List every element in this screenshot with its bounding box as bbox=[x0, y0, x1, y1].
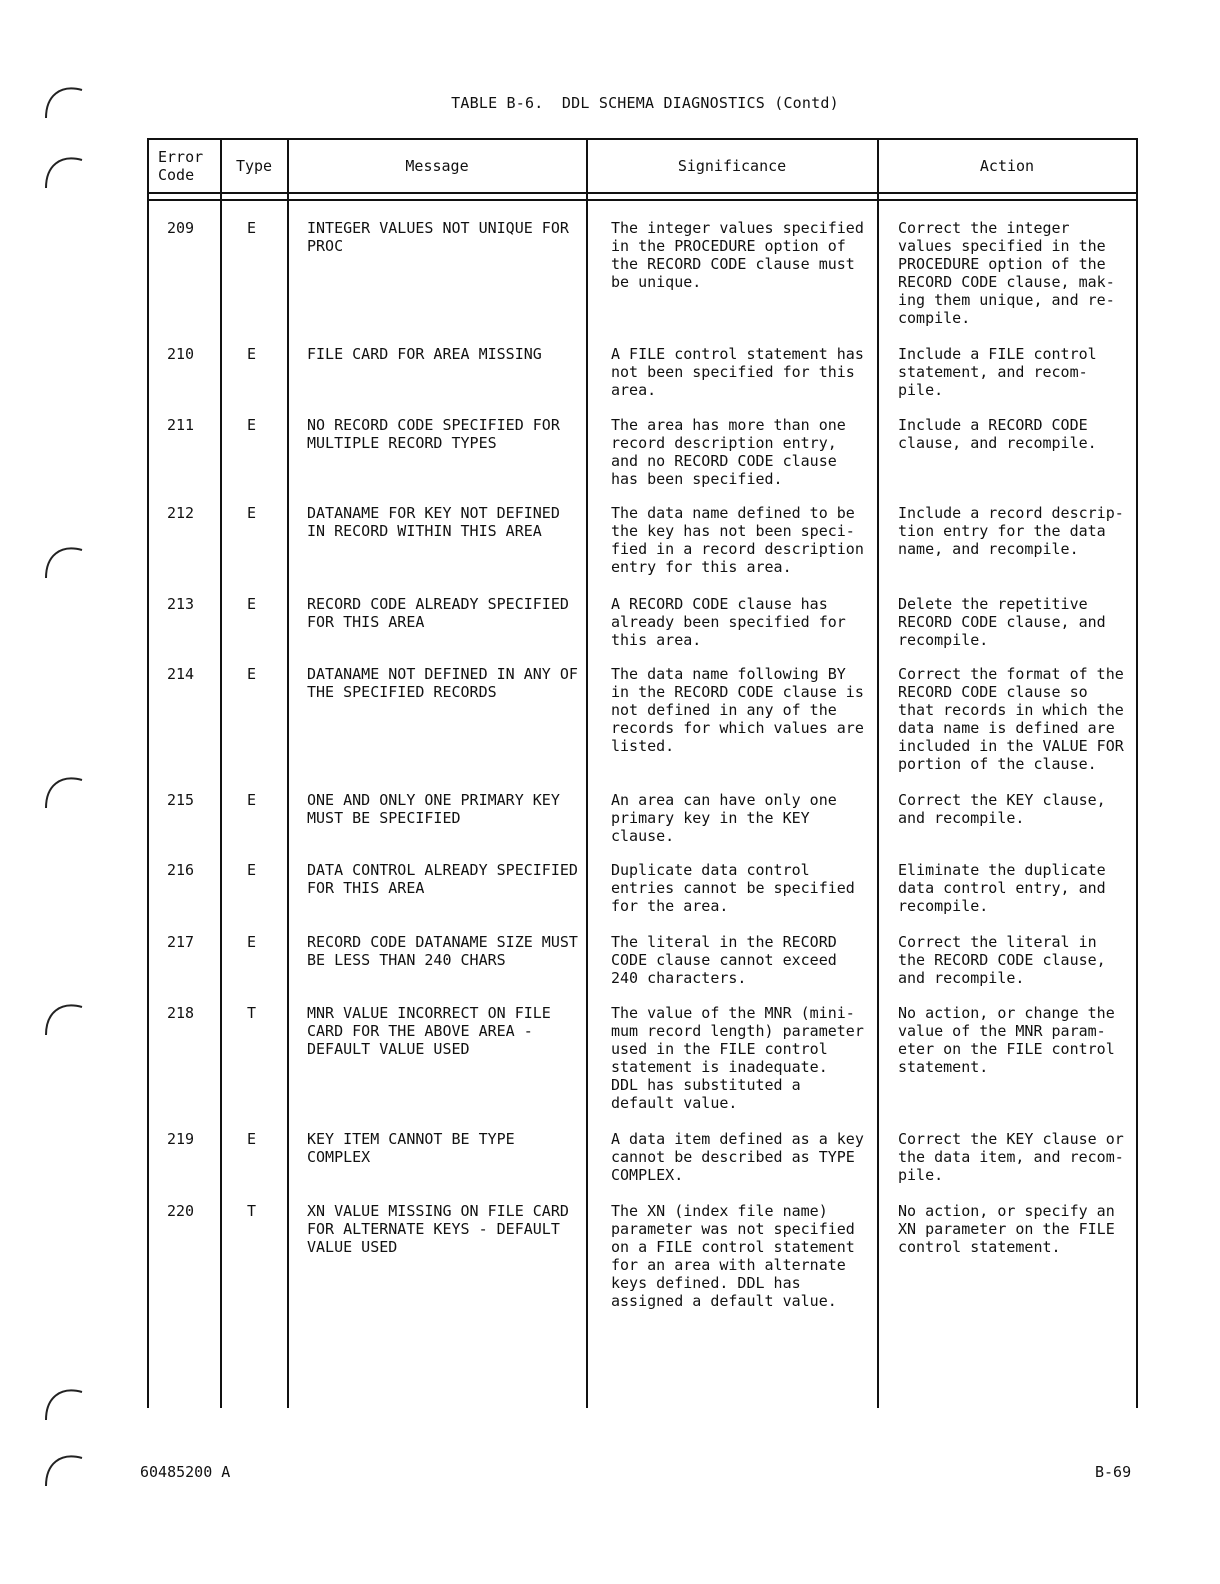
error-action: No action, or specify an XN parameter on the FILE control statement. bbox=[898, 1202, 1115, 1256]
error-significance: An area can have only one primary key in the KEY clause. bbox=[611, 791, 837, 845]
error-message: INTEGER VALUES NOT UNIQUE FOR PROC bbox=[307, 219, 569, 255]
header-error-code: Error Code bbox=[158, 148, 204, 184]
error-code: 214 bbox=[167, 665, 195, 683]
error-type: E bbox=[247, 595, 257, 613]
column-divider bbox=[220, 138, 222, 1408]
error-code: 220 bbox=[167, 1202, 195, 1220]
error-type: E bbox=[247, 1130, 257, 1148]
punch-hole-icon bbox=[42, 148, 86, 192]
header-type: Type bbox=[235, 157, 273, 175]
error-type: E bbox=[247, 219, 257, 237]
error-significance: A FILE control statement has not been specified for this area. bbox=[611, 345, 864, 399]
error-action: Include a record descrip- tion entry for the data name, and recompile. bbox=[898, 504, 1124, 558]
page-number: B-69 bbox=[1095, 1463, 1132, 1481]
error-significance: The data name defined to be the key has not been speci- fied in a record description entry for this area. bbox=[611, 504, 864, 576]
error-code: 216 bbox=[167, 861, 195, 879]
error-message: RECORD CODE DATANAME SIZE MUST BE LESS THAN 240 CHARS bbox=[307, 933, 578, 969]
error-message: RECORD CODE ALREADY SPECIFIED FOR THIS AREA bbox=[307, 595, 569, 631]
error-code: 215 bbox=[167, 791, 195, 809]
error-significance: The area has more than one record description entry, and no RECORD CODE clause has been specified. bbox=[611, 416, 846, 488]
error-action: Correct the KEY clause or the data item, and recom- pile. bbox=[898, 1130, 1124, 1184]
punch-hole-icon bbox=[42, 768, 86, 812]
error-action: Correct the literal in the RECORD CODE clause, and recompile. bbox=[898, 933, 1106, 987]
header-message: Message bbox=[405, 157, 469, 175]
error-significance: The XN (index file name) parameter was not specified on a FILE control statement for an area with alternate keys defined. DDL has assigned a default value. bbox=[611, 1202, 855, 1310]
header-rule-double bbox=[147, 199, 1137, 201]
error-code: 213 bbox=[167, 595, 195, 613]
error-message: DATANAME FOR KEY NOT DEFINED IN RECORD WITHIN THIS AREA bbox=[307, 504, 560, 540]
error-message: NO RECORD CODE SPECIFIED FOR MULTIPLE RECORD TYPES bbox=[307, 416, 560, 452]
error-type: T bbox=[247, 1202, 257, 1220]
column-divider bbox=[287, 138, 289, 1408]
error-type: E bbox=[247, 416, 257, 434]
error-code: 210 bbox=[167, 345, 195, 363]
error-action: Eliminate the duplicate data control entry, and recompile. bbox=[898, 861, 1106, 915]
error-message: KEY ITEM CANNOT BE TYPE COMPLEX bbox=[307, 1130, 515, 1166]
error-type: E bbox=[247, 791, 257, 809]
punch-hole-icon bbox=[42, 1380, 86, 1424]
error-message: DATANAME NOT DEFINED IN ANY OF THE SPECIFIED RECORDS bbox=[307, 665, 578, 701]
error-type: E bbox=[247, 861, 257, 879]
error-action: Correct the KEY clause, and recompile. bbox=[898, 791, 1106, 827]
diagnostics-table bbox=[147, 138, 1137, 1408]
error-action: Correct the format of the RECORD CODE clause so that records in which the data name is defined are included in the VALUE FOR portion of the clause. bbox=[898, 665, 1124, 773]
table-title: TABLE B-6. DDL SCHEMA DIAGNOSTICS (Contd) bbox=[451, 94, 839, 112]
error-action: Delete the repetitive RECORD CODE clause, and recompile. bbox=[898, 595, 1106, 649]
punch-hole-icon bbox=[42, 1446, 86, 1490]
error-action: Include a RECORD CODE clause, and recompile. bbox=[898, 416, 1097, 452]
punch-hole-icon bbox=[42, 995, 86, 1039]
error-code: 219 bbox=[167, 1130, 195, 1148]
error-action: Correct the integer values specified in the PROCEDURE option of the RECORD CODE clause, mak- ing them unique, and re- compile. bbox=[898, 219, 1115, 327]
error-type: E bbox=[247, 665, 257, 683]
error-message: ONE AND ONLY ONE PRIMARY KEY MUST BE SPECIFIED bbox=[307, 791, 560, 827]
error-significance: The literal in the RECORD CODE clause cannot exceed 240 characters. bbox=[611, 933, 837, 987]
punch-hole-icon bbox=[42, 538, 86, 582]
error-significance: Duplicate data control entries cannot be specified for the area. bbox=[611, 861, 855, 915]
error-significance: The data name following BY in the RECORD CODE clause is not defined in any of the records for which values are listed. bbox=[611, 665, 864, 755]
header-significance: Significance bbox=[677, 157, 787, 175]
error-code: 209 bbox=[167, 219, 195, 237]
error-type: T bbox=[247, 1004, 257, 1022]
error-message: DATA CONTROL ALREADY SPECIFIED FOR THIS AREA bbox=[307, 861, 578, 897]
error-action: Include a FILE control statement, and recom- pile. bbox=[898, 345, 1097, 399]
error-code: 212 bbox=[167, 504, 195, 522]
error-message: MNR VALUE INCORRECT ON FILE CARD FOR THE ABOVE AREA - DEFAULT VALUE USED bbox=[307, 1004, 551, 1058]
error-code: 218 bbox=[167, 1004, 195, 1022]
error-message: XN VALUE MISSING ON FILE CARD FOR ALTERNATE KEYS - DEFAULT VALUE USED bbox=[307, 1202, 569, 1256]
error-action: No action, or change the value of the MNR param- eter on the FILE control statement. bbox=[898, 1004, 1115, 1076]
error-type: E bbox=[247, 933, 257, 951]
error-code: 217 bbox=[167, 933, 195, 951]
column-divider bbox=[147, 138, 149, 1408]
error-type: E bbox=[247, 504, 257, 522]
error-significance: A data item defined as a key cannot be described as TYPE COMPLEX. bbox=[611, 1130, 864, 1184]
document-number: 60485200 A bbox=[140, 1463, 231, 1481]
header-action: Action bbox=[979, 157, 1035, 175]
error-significance: A RECORD CODE clause has already been specified for this area. bbox=[611, 595, 846, 649]
error-type: E bbox=[247, 345, 257, 363]
error-message: FILE CARD FOR AREA MISSING bbox=[307, 345, 542, 363]
error-code: 211 bbox=[167, 416, 195, 434]
error-significance: The value of the MNR (mini- mum record length) parameter used in the FILE control statement is inadequate. DDL has substituted a default value. bbox=[611, 1004, 864, 1112]
error-significance: The integer values specified in the PROCEDURE option of the RECORD CODE clause must be unique. bbox=[611, 219, 864, 291]
